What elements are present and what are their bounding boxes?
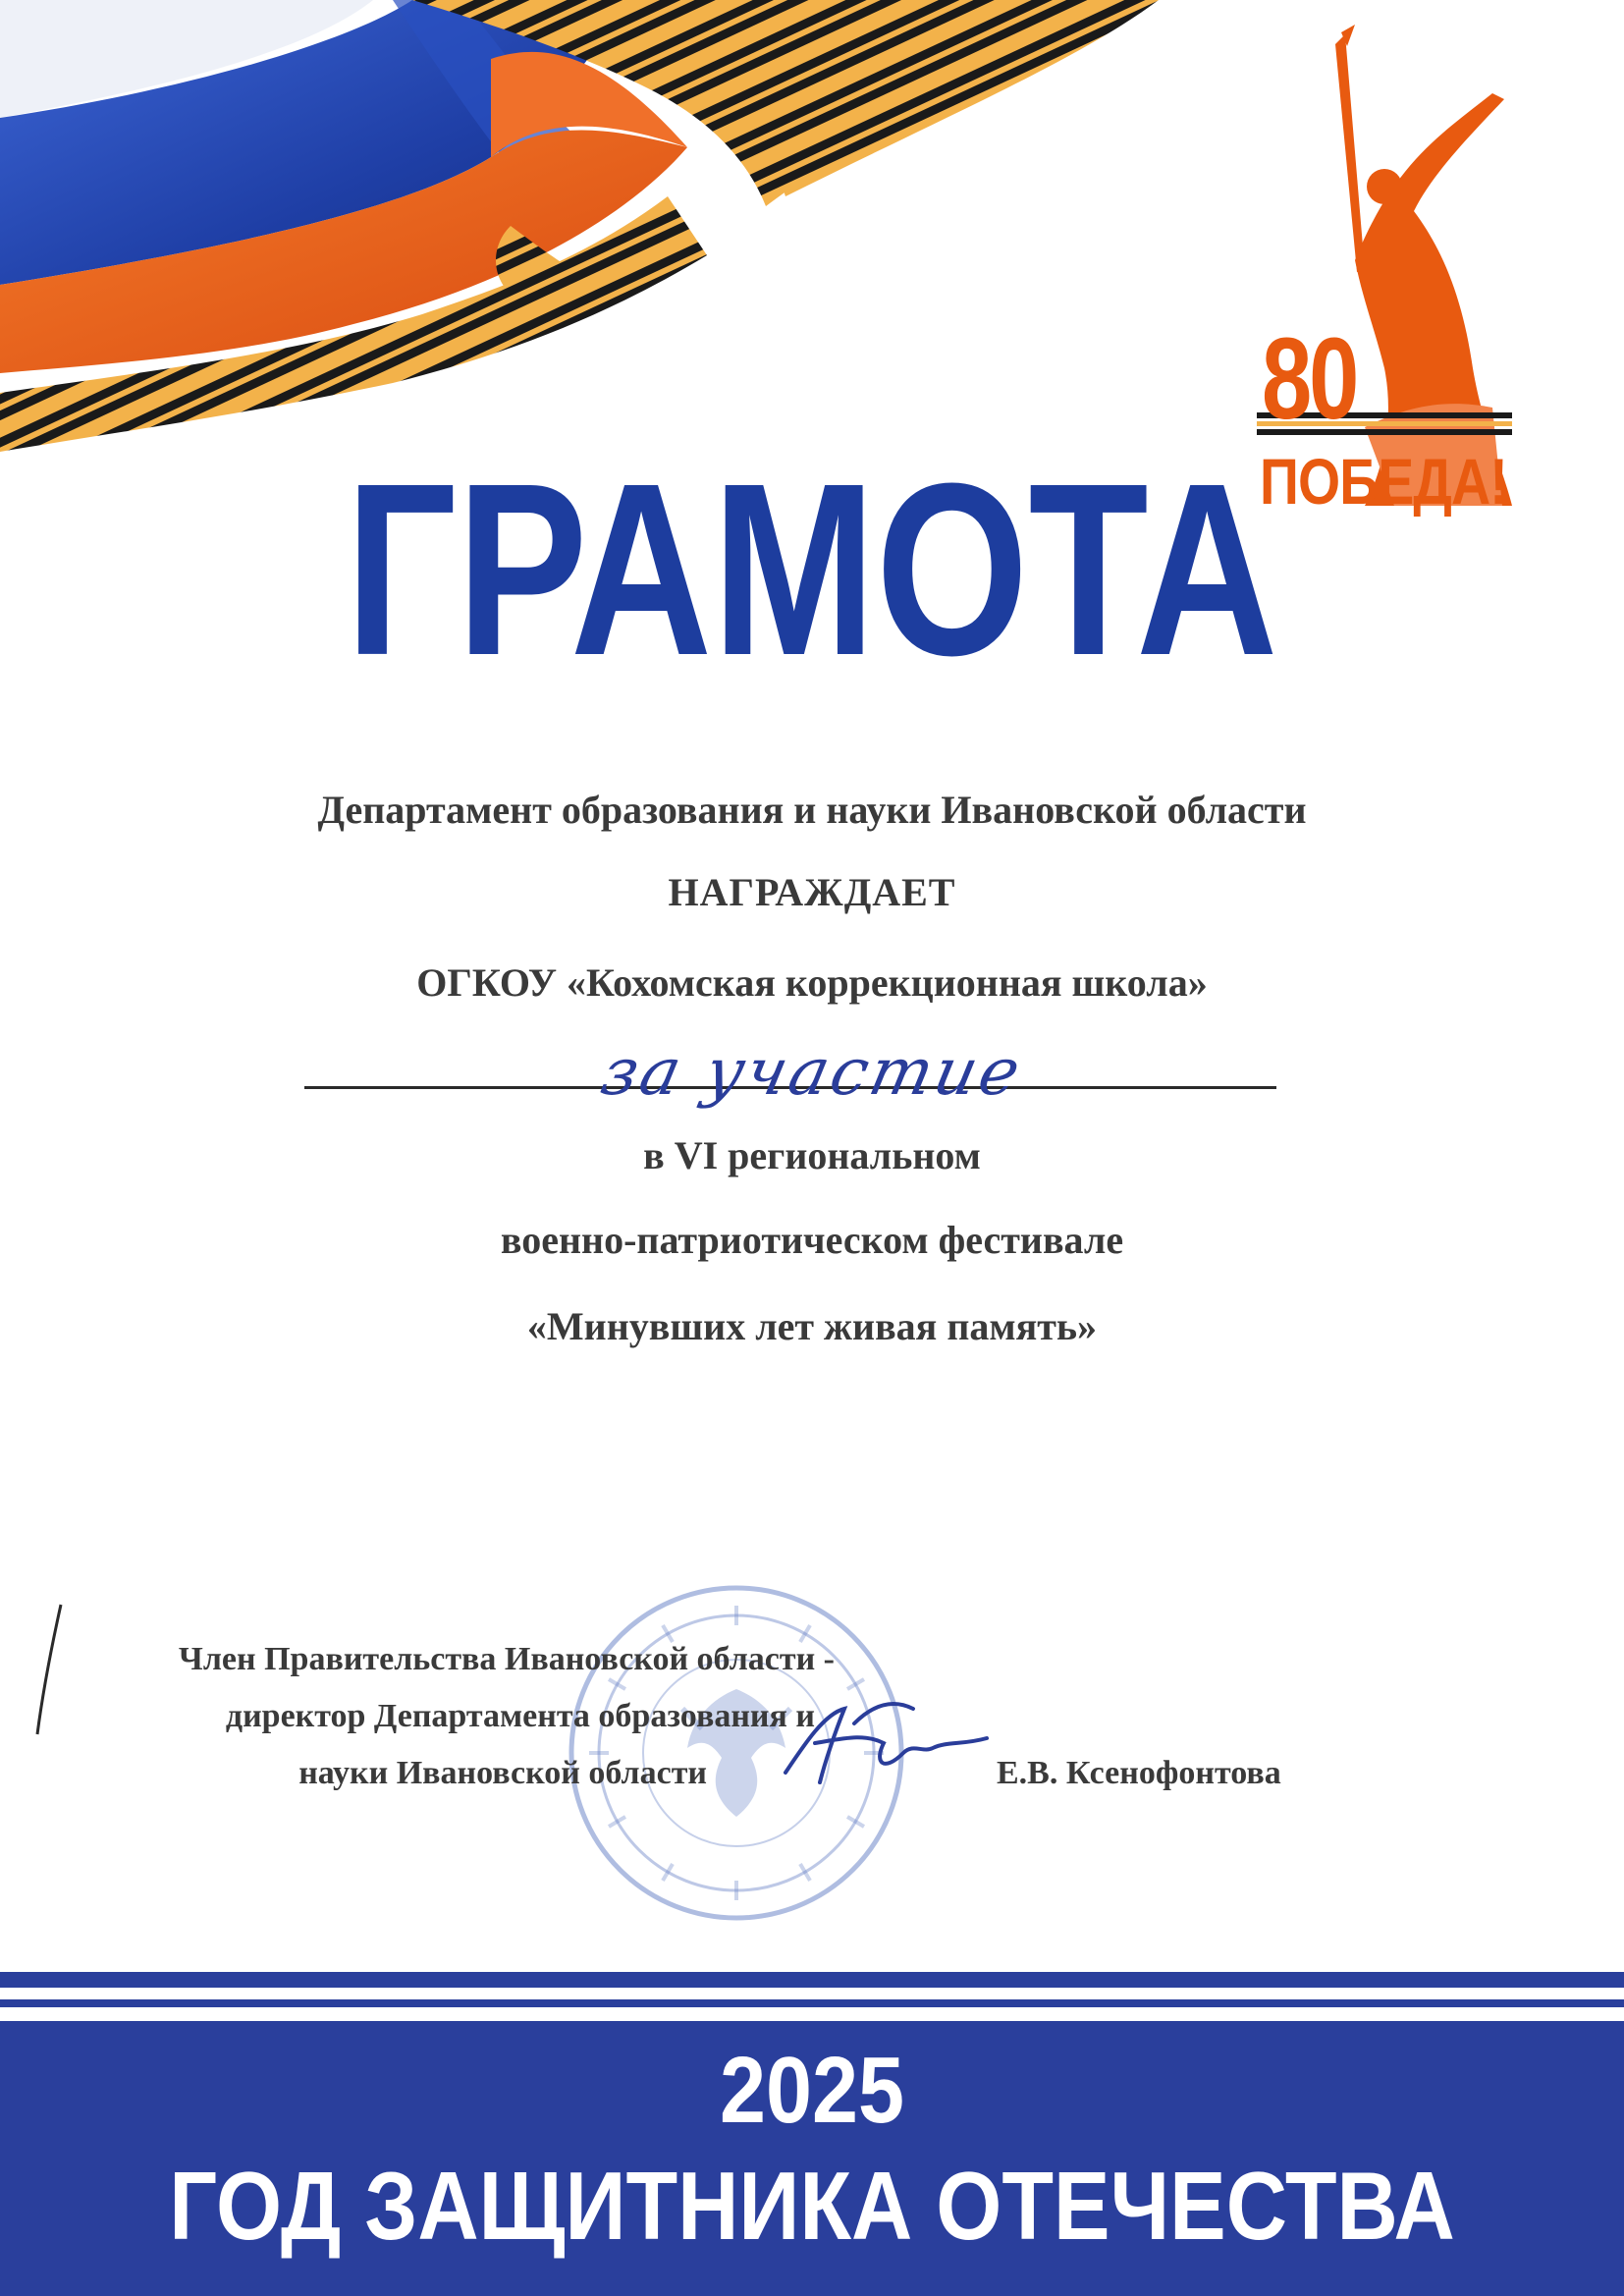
- emblem-slogan: ПОБЕДА!: [1260, 445, 1507, 518]
- footer-stripe-thick: [0, 1972, 1624, 1988]
- signer-title-line-3: науки Ивановской области: [298, 1755, 707, 1791]
- event-line-1: в VI региональном: [643, 1133, 981, 1177]
- handwritten-reason: за участие: [594, 1034, 1030, 1110]
- signer-title-line-1: Член Правительства Ивановской области -: [178, 1641, 835, 1677]
- emblem-number: 80: [1262, 314, 1357, 444]
- footer-slogan: ГОД ЗАЩИТНИКА ОТЕЧЕСТВА: [169, 2152, 1455, 2260]
- footer-year: 2025: [720, 2038, 904, 2143]
- signer-title-line-2: директор Департамента образования и: [225, 1698, 815, 1734]
- awards-verb: НАГРАЖДАЕТ: [668, 870, 956, 914]
- issuer-text: Департамент образования и науки Ивановской области: [317, 788, 1307, 832]
- signer-name: Е.В. Ксенофонтова: [997, 1755, 1281, 1791]
- event-line-2: военно-патриотическом фестивале: [500, 1218, 1124, 1262]
- event-line-3: «Минувших лет живая память»: [526, 1304, 1098, 1348]
- recipient-name: ОГКОУ «Кохомская коррекционная школа»: [416, 960, 1208, 1005]
- footer-stripe-thin: [0, 1999, 1624, 2007]
- certificate-title: ГРАМОТА: [345, 432, 1278, 706]
